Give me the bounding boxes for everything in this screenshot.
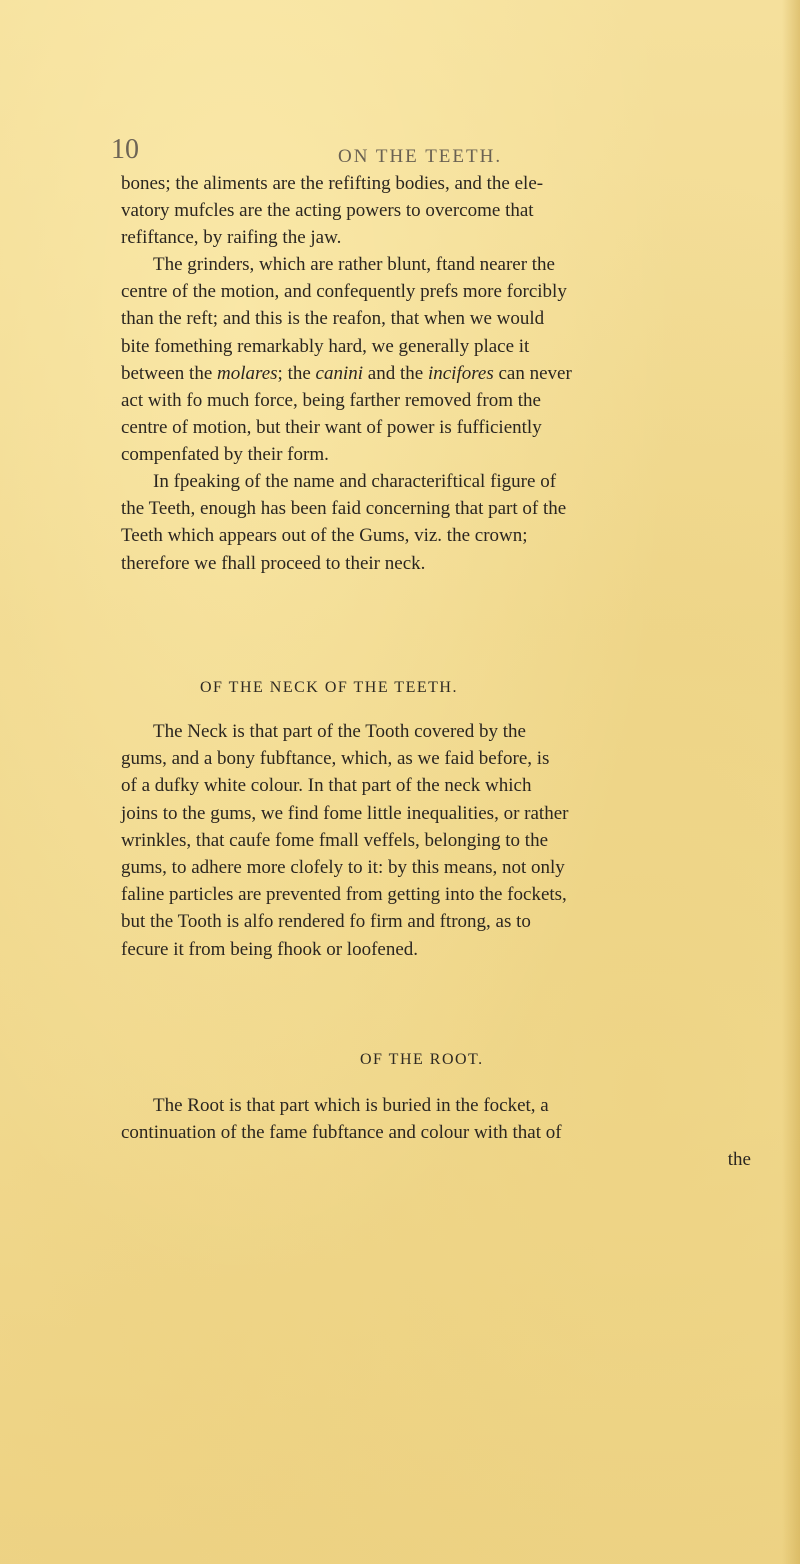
text-line: continuation of the fame fubftance and colour with that of	[121, 1122, 562, 1144]
text-run: can never	[493, 362, 572, 384]
text-line: gums, to adhere more clofely to it: by this means, not only	[121, 857, 565, 879]
text-run: ; the	[277, 362, 316, 384]
paragraph-4	[121, 718, 751, 963]
text-line: The grinders, which are rather blunt, ftand nearer the	[153, 254, 555, 275]
text-line: but the Tooth is alfo rendered fo firm and ftrong, as to	[121, 911, 531, 933]
page-edge-shadow	[782, 0, 800, 1564]
text-line: centre of motion, but their want of power is fufficiently	[121, 417, 542, 439]
text-line: act with fo much force, being farther removed from the	[121, 390, 541, 412]
text-line: In fpeaking of the name and characteriftical figure of	[153, 471, 557, 492]
text-line: gums, and a bony fubftance, which, as we faid before, is	[121, 748, 550, 770]
text-line: than the reft; and this is the reafon, that when we would	[121, 308, 545, 330]
text-line: compenfated by their form.	[121, 444, 329, 466]
italic-term-canini: canini	[315, 362, 364, 384]
running-head: ON THE TEETH.	[338, 146, 503, 167]
text-line: the Teeth, enough has been faid concerning that part of the	[121, 498, 567, 520]
text-run: and the	[363, 362, 428, 384]
catchword: the	[727, 1149, 751, 1171]
italic-term-incifores: incifores	[427, 362, 494, 384]
text-line: Teeth which appears out of the Gums, viz. the crown;	[121, 525, 528, 547]
section-heading-root: OF THE ROOT.	[360, 1051, 484, 1068]
page-number: 10	[111, 134, 139, 165]
paragraph-2	[121, 251, 751, 469]
text-line: faline particles are prevented from getting into the fockets,	[121, 884, 567, 906]
paragraph-1	[121, 170, 751, 252]
text-line: centre of the motion, and confequently prefs more forcibly	[121, 281, 567, 303]
text-line: The Neck is that part of the Tooth covered by the	[153, 721, 526, 742]
paragraph-3	[121, 468, 751, 577]
text-line: bones; the aliments are the refifting bodies, and the ele-	[121, 173, 544, 194]
text-line: joins to the gums, we find fome little inequalities, or rather	[121, 802, 569, 824]
text-line: wrinkles, that caufe fome fmall veffels, belonging to the	[121, 829, 549, 851]
text-line: therefore we fhall proceed to their neck.	[121, 552, 426, 574]
text-run: between the	[121, 362, 218, 384]
text-line: The Root is that part which is buried in the focket, a	[153, 1095, 549, 1116]
text-line: of a dufky white colour. In that part of the neck which	[121, 775, 532, 797]
italic-term-molares: molares	[217, 362, 278, 384]
text-line	[121, 360, 751, 387]
text-line: fecure it from being fhook or loofened.	[121, 938, 419, 960]
section-heading-neck: OF THE NECK OF THE TEETH.	[200, 679, 458, 696]
paragraph-5	[121, 1092, 751, 1174]
text-line: bite fomething remarkably hard, we generally place it	[121, 335, 530, 357]
text-line: refiftance, by raifing the jaw.	[121, 227, 342, 249]
text-line: vatory mufcles are the acting powers to overcome that	[121, 200, 534, 222]
